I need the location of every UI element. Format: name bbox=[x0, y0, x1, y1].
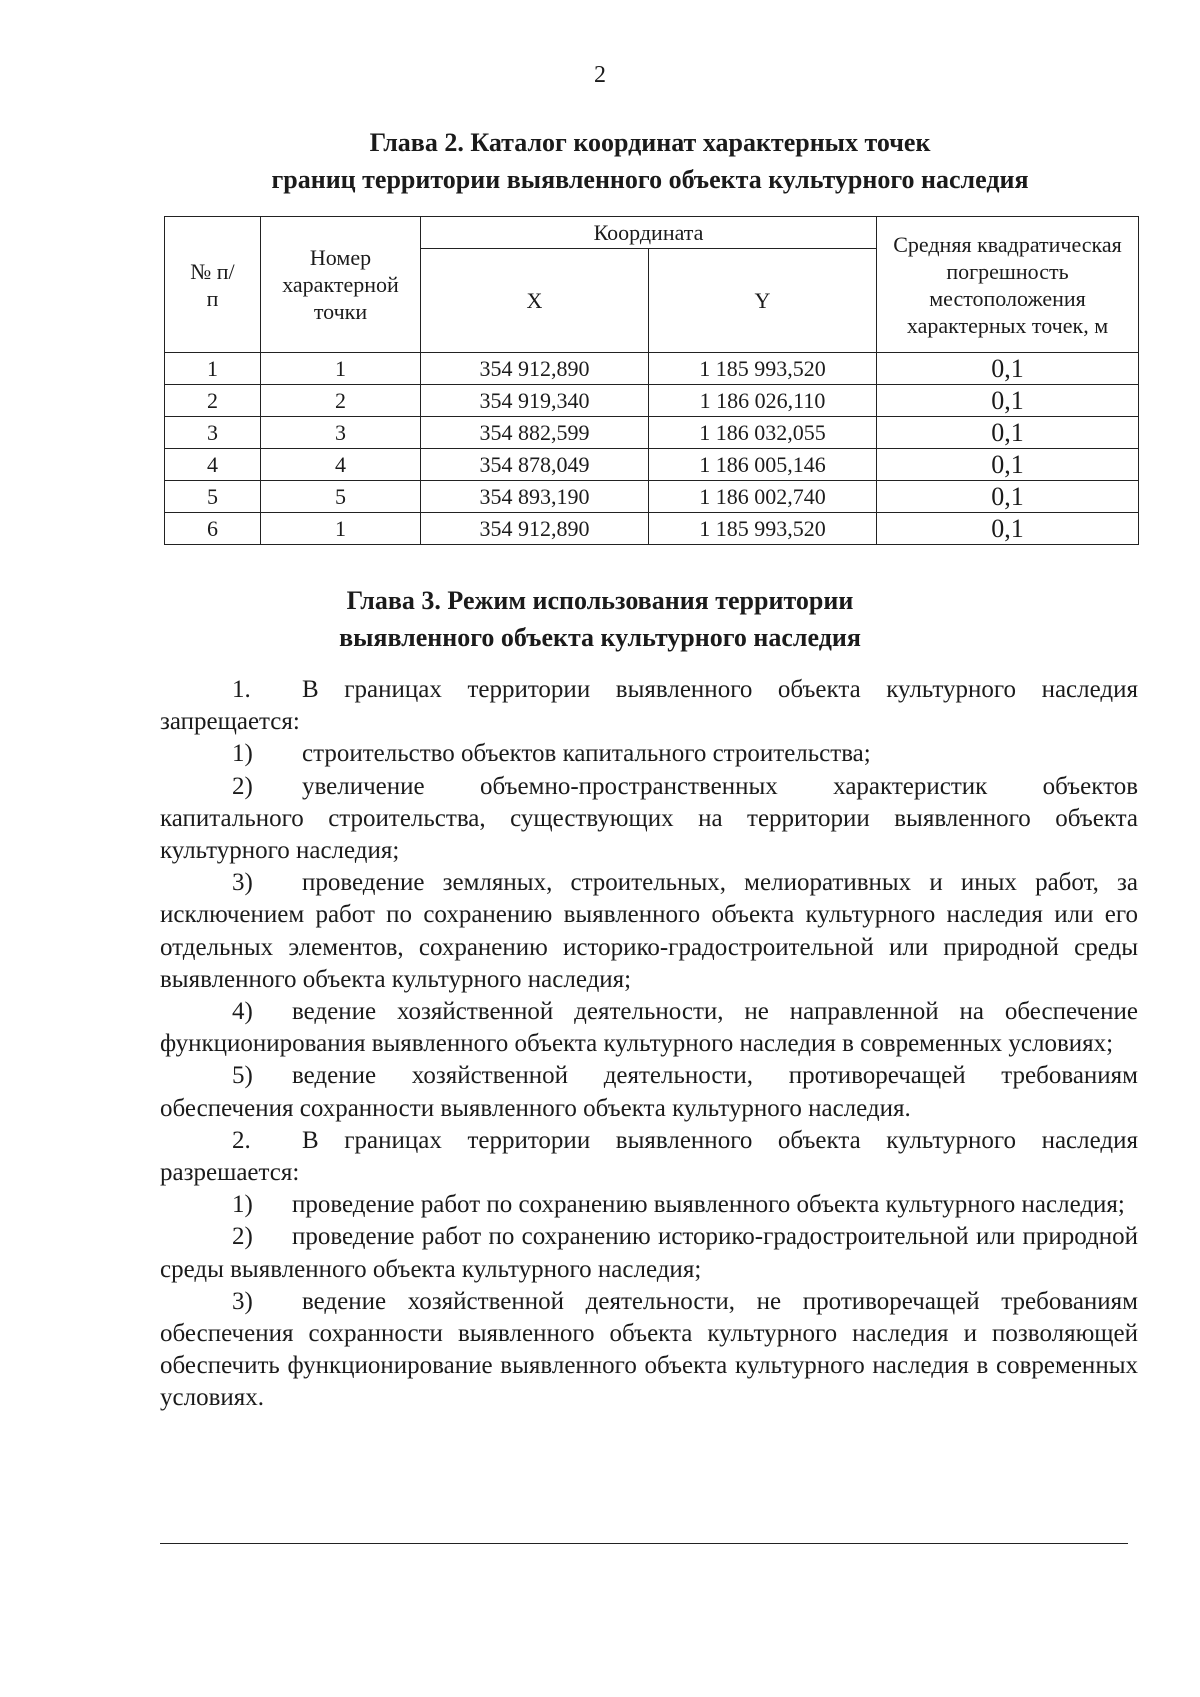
cell-y: 1 186 002,740 bbox=[649, 481, 877, 513]
cell-point: 3 bbox=[261, 417, 421, 449]
paragraph-text: проведение работ по сохранению выявленного объекта культурного наследия; bbox=[292, 1191, 1125, 1219]
paragraph bbox=[160, 1189, 1138, 1221]
paragraph bbox=[160, 867, 1138, 996]
chapter-2-title bbox=[50, 124, 1200, 198]
header-point-number: Номер характерной точки bbox=[261, 217, 421, 353]
chapter-3-title-line-1: Глава 3. Режим использования территории bbox=[346, 586, 854, 615]
table-row bbox=[165, 513, 1139, 545]
coordinates-table bbox=[164, 216, 1139, 545]
paragraph bbox=[160, 738, 1138, 770]
cell-point: 2 bbox=[261, 385, 421, 417]
cell-num: 5 bbox=[165, 481, 261, 513]
header-y: Y bbox=[649, 249, 877, 353]
cell-x: 354 912,890 bbox=[421, 353, 649, 385]
footer-rule bbox=[160, 1543, 1128, 1544]
paragraph-text: строительство объектов капитального строительства; bbox=[302, 740, 871, 768]
paragraph-number: 2) bbox=[232, 772, 253, 800]
cell-x: 354 878,049 bbox=[421, 449, 649, 481]
table-row bbox=[165, 385, 1139, 417]
cell-y: 1 185 993,520 bbox=[649, 353, 877, 385]
paragraph-text: ведение хозяйственной деятельности, не противоречащей требованиям обеспечения сохранности выявленного объекта культурного наследия и позволяющей обеспечить функционирование выявленного объекта культурного наследия в современных условиях. bbox=[160, 1287, 1138, 1412]
header-mse: Средняя квадратическая погрешность местоположения характерных точек, м bbox=[877, 217, 1139, 353]
paragraph-number: 5) bbox=[232, 1062, 253, 1090]
paragraph-number: 2) bbox=[232, 1223, 253, 1251]
cell-point: 1 bbox=[261, 513, 421, 545]
cell-y: 1 185 993,520 bbox=[649, 513, 877, 545]
paragraph bbox=[160, 771, 1138, 868]
paragraph bbox=[160, 1060, 1138, 1124]
table-row bbox=[165, 449, 1139, 481]
paragraph-text: увеличение объемно-пространственных характеристик объектов капитального строительства, существующих на территории выявленного объекта культурного наследия; bbox=[160, 772, 1138, 865]
paragraph-number: 1) bbox=[232, 1191, 253, 1219]
paragraph bbox=[160, 1221, 1138, 1285]
cell-mse: 0,1 bbox=[877, 417, 1139, 449]
cell-x: 354 919,340 bbox=[421, 385, 649, 417]
paragraph-number: 3) bbox=[232, 1287, 253, 1315]
table-row bbox=[165, 417, 1139, 449]
header-num: № п/п bbox=[165, 217, 261, 353]
paragraph-number: 2. bbox=[232, 1126, 251, 1154]
paragraph-number: 4) bbox=[232, 998, 253, 1026]
cell-num: 6 bbox=[165, 513, 261, 545]
cell-mse: 0,1 bbox=[877, 481, 1139, 513]
table-row bbox=[165, 481, 1139, 513]
chapter-3-title-line-2: выявленного объекта культурного наследия bbox=[339, 623, 861, 652]
cell-point: 1 bbox=[261, 353, 421, 385]
cell-y: 1 186 032,055 bbox=[649, 417, 877, 449]
cell-x: 354 912,890 bbox=[421, 513, 649, 545]
chapter-2-title-line-1: Глава 2. Каталог координат характерных точек bbox=[369, 128, 931, 157]
header-coordinate: Координата bbox=[421, 217, 877, 249]
regime-text bbox=[160, 674, 1138, 1415]
paragraph-number: 1) bbox=[232, 740, 253, 768]
cell-mse: 0,1 bbox=[877, 385, 1139, 417]
paragraph bbox=[160, 1125, 1138, 1189]
paragraph-number: 3) bbox=[232, 869, 253, 897]
cell-mse: 0,1 bbox=[877, 449, 1139, 481]
page-number: 2 bbox=[594, 62, 606, 88]
cell-y: 1 186 026,110 bbox=[649, 385, 877, 417]
paragraph-number: 1. bbox=[232, 676, 251, 703]
cell-num: 3 bbox=[165, 417, 261, 449]
cell-mse: 0,1 bbox=[877, 353, 1139, 385]
paragraph-text: проведение работ по сохранению историко-градостроительной или природной среды выявленного объекта культурного наследия; bbox=[160, 1223, 1138, 1283]
paragraph-text: В границах территории выявленного объекта культурного наследия разрешается: bbox=[160, 1126, 1138, 1187]
cell-mse: 0,1 bbox=[877, 513, 1139, 545]
cell-x: 354 882,599 bbox=[421, 417, 649, 449]
cell-y: 1 186 005,146 bbox=[649, 449, 877, 481]
cell-num: 2 bbox=[165, 385, 261, 417]
cell-num: 4 bbox=[165, 449, 261, 481]
paragraph-text: ведение хозяйственной деятельности, противоречащей требованиям обеспечения сохранности выявленного объекта культурного наследия. bbox=[160, 1062, 1138, 1122]
paragraph bbox=[160, 996, 1138, 1060]
paragraph bbox=[160, 1286, 1138, 1415]
cell-point: 4 bbox=[261, 449, 421, 481]
paragraph-text: ведение хозяйственной деятельности, не направленной на обеспечение функционирования выявленного объекта культурного наследия в современных условиях; bbox=[160, 998, 1138, 1058]
chapter-3-title bbox=[0, 582, 1200, 656]
cell-x: 354 893,190 bbox=[421, 481, 649, 513]
paragraph-text: В границах территории выявленного объекта культурного наследия запрещается: bbox=[160, 676, 1138, 736]
paragraph bbox=[160, 674, 1138, 738]
header-x: X bbox=[421, 249, 649, 353]
chapter-2-title-line-2: границ территории выявленного объекта культурного наследия bbox=[271, 165, 1029, 194]
table-row bbox=[165, 353, 1139, 385]
cell-point: 5 bbox=[261, 481, 421, 513]
cell-num: 1 bbox=[165, 353, 261, 385]
paragraph-text: проведение земляных, строительных, мелиоративных и иных работ, за исключением работ по сохранению выявленного объекта культурного наследия или его отдельных элементов, сохранению историко-градостроительной или природной среды выявленного объекта культурного наследия; bbox=[160, 869, 1138, 993]
